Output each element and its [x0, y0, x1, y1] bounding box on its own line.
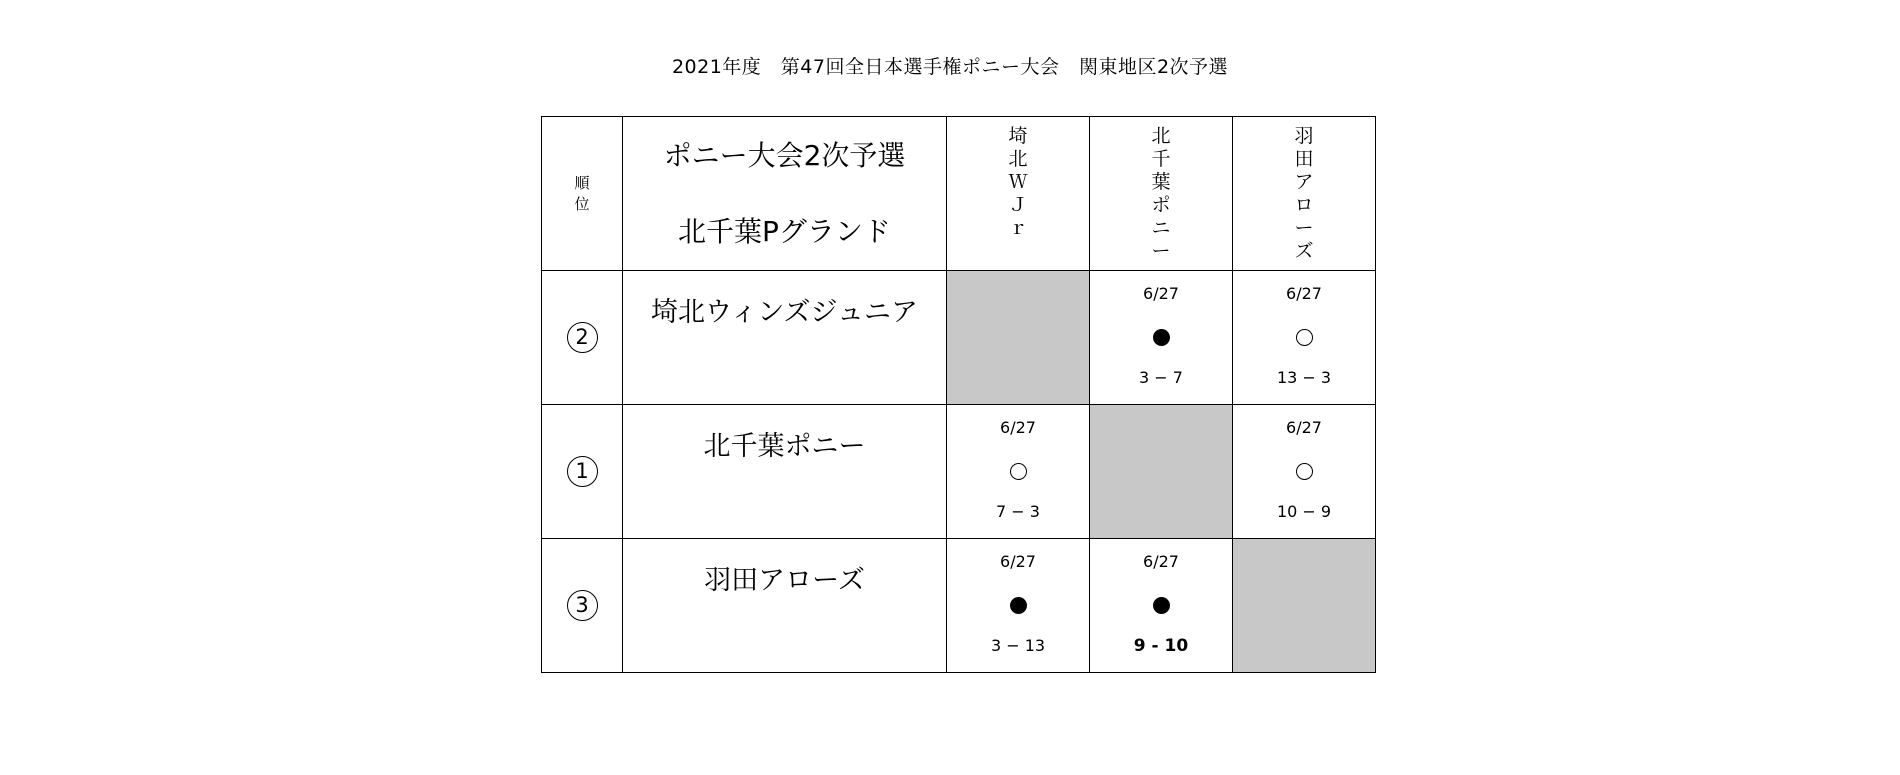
- opponent-header-char: ー: [1294, 217, 1314, 239]
- team-name: 羽田アローズ: [704, 565, 865, 596]
- result-cell: [1233, 405, 1376, 539]
- opponent-header-char: ロ: [1294, 194, 1314, 216]
- opponent-header-char: 羽: [1294, 125, 1314, 147]
- opponent-header-char: 千: [1151, 148, 1171, 170]
- opponent-header-char: ニ: [1151, 217, 1171, 239]
- tournament-name: ポニー大会2次予選: [663, 138, 906, 172]
- result-mark: [1090, 592, 1232, 616]
- result-cell: [1090, 271, 1233, 405]
- rank-cell: [542, 271, 623, 405]
- blank-cell: [1233, 539, 1376, 673]
- win-icon: [1010, 463, 1027, 480]
- rank-header-char: 位: [574, 194, 590, 213]
- match-score: 13 − 3: [1276, 368, 1332, 387]
- match-date: 6/27: [1000, 418, 1036, 437]
- table-row: [542, 271, 1376, 405]
- opponent-header-char: 葉: [1151, 171, 1171, 193]
- result-mark: [947, 458, 1089, 482]
- result-mark: [1233, 324, 1375, 348]
- opponent-header-char: Ｊ: [1008, 194, 1028, 216]
- opponent-header-char: ポ: [1151, 194, 1171, 216]
- team-cell: [623, 405, 947, 539]
- rank-badge: 1: [567, 456, 598, 487]
- table-row: [542, 405, 1376, 539]
- team-name: 埼北ウィンズジュニア: [650, 297, 919, 328]
- rank-cell: [542, 405, 623, 539]
- team-cell: [623, 271, 947, 405]
- opponent-header-haneda: [1233, 117, 1376, 271]
- result-cell: [947, 405, 1090, 539]
- rank-header: [542, 117, 623, 271]
- opponent-header-kitachiba: [1090, 117, 1233, 271]
- match-score: 10 − 9: [1276, 502, 1332, 521]
- loss-icon: [1153, 329, 1170, 346]
- blank-cell: [1090, 405, 1233, 539]
- result-cell: [1090, 539, 1233, 673]
- venue-header: [623, 117, 947, 271]
- match-date: 6/27: [1000, 552, 1036, 571]
- match-date: 6/27: [1143, 284, 1179, 303]
- match-score: 3 − 7: [1139, 368, 1183, 387]
- opponent-header-char: ア: [1294, 171, 1314, 193]
- page-title: 2021年度 第47回全日本選手権ポニー大会 関東地区2次予選: [671, 56, 1229, 78]
- rank-cell: [542, 539, 623, 673]
- result-mark: [1233, 458, 1375, 482]
- match-score: 9 - 10: [1133, 636, 1189, 656]
- team-cell: [623, 539, 947, 673]
- rank-header-char: 順: [574, 173, 590, 192]
- result-cell: [1233, 271, 1376, 405]
- table-row: [542, 539, 1376, 673]
- rank-badge: 3: [567, 590, 598, 621]
- win-icon: [1296, 463, 1313, 480]
- venue-name: 北千葉Pグランド: [678, 214, 891, 248]
- result-mark: [947, 592, 1089, 616]
- team-name: 北千葉ポニー: [703, 431, 866, 462]
- result-mark: [1090, 324, 1232, 348]
- match-date: 6/27: [1143, 552, 1179, 571]
- opponent-header-char: 北: [1008, 148, 1028, 170]
- match-date: 6/27: [1286, 284, 1322, 303]
- league-table: [541, 116, 1376, 673]
- opponent-header-char: Ｗ: [1008, 171, 1028, 193]
- result-cell: [947, 539, 1090, 673]
- loss-icon: [1010, 597, 1027, 614]
- opponent-header-saikita: [947, 117, 1090, 271]
- opponent-header-char: 田: [1294, 148, 1314, 170]
- opponent-header-char: ｒ: [1008, 217, 1028, 239]
- match-score: 3 − 13: [990, 636, 1046, 655]
- loss-icon: [1153, 597, 1170, 614]
- match-date: 6/27: [1286, 418, 1322, 437]
- opponent-header-char: ー: [1151, 240, 1171, 262]
- blank-cell: [947, 271, 1090, 405]
- match-score: 7 − 3: [996, 502, 1040, 521]
- win-icon: [1296, 329, 1313, 346]
- opponent-header-char: 埼: [1008, 125, 1028, 147]
- header-row: [542, 117, 1376, 271]
- opponent-header-char: 北: [1151, 125, 1171, 147]
- rank-badge: 2: [567, 322, 598, 353]
- opponent-header-char: ズ: [1294, 240, 1314, 262]
